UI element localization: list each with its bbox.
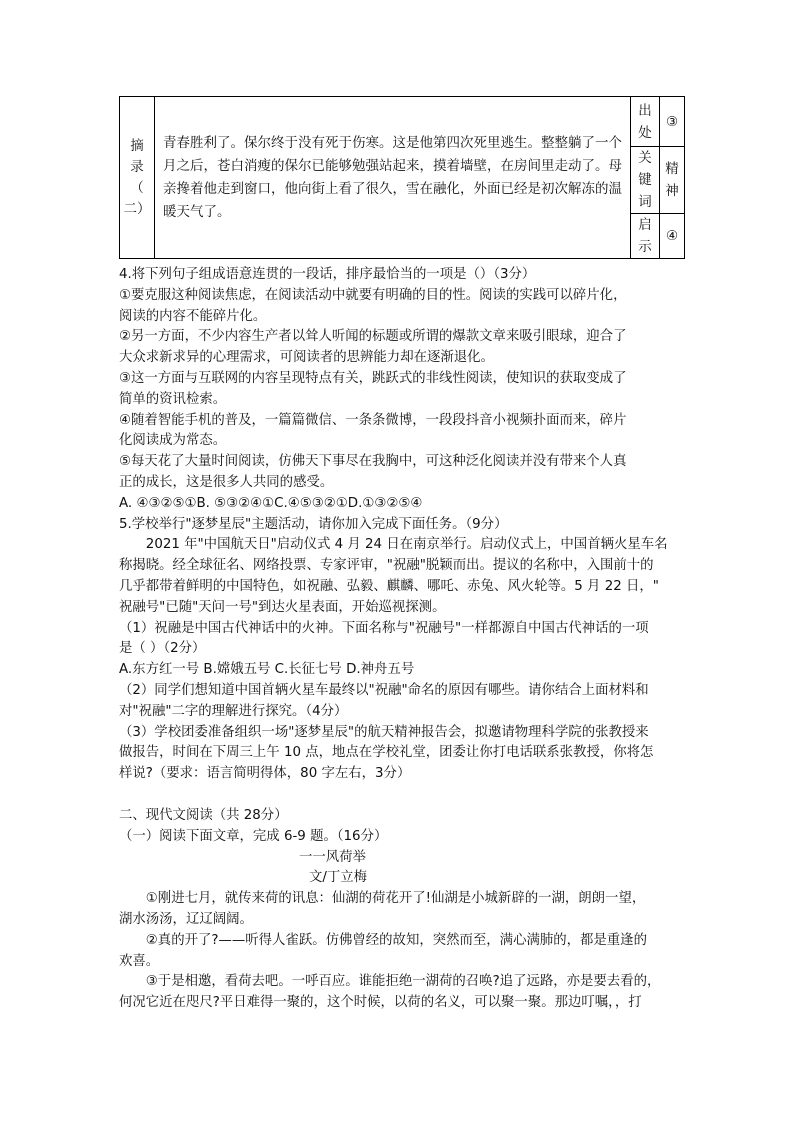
value-char: ④ [665, 228, 679, 244]
value-char: ③ [665, 113, 679, 130]
q5-passage-line: 祝融号"已随"天问一号"到达火星表面，开始巡视探测。 [119, 599, 446, 615]
meta-char: 关 [638, 150, 652, 166]
excerpt-text-cell [155, 97, 631, 259]
article-paragraph-line: 欢喜。 [119, 953, 160, 969]
q4-item-line: 正的成长，这是很多人共同的感受。 [119, 474, 334, 490]
q4-item-line: 简单的资讯检索。 [119, 391, 227, 407]
meta-char: 示 [638, 239, 652, 255]
article-paragraph-line: 何况它近在咫尺?平日难得一聚的，这个时候，以荷的名义，可以聚一聚。那边叮嘱，，打 [119, 995, 642, 1011]
excerpt-label-cell [120, 97, 155, 259]
meta-char: 出 [638, 102, 652, 119]
excerpt-table [119, 96, 685, 259]
meta-cell-source [631, 97, 660, 147]
meta-char: 键 [638, 172, 652, 188]
q5-passage-line: 几乎都带着鲜明的中国特色，如祝融、弘毅、麒麟、哪吒、赤兔、风火轮等。5 月 22 日，" [119, 578, 659, 594]
q4-item-line: ②另一方面，不少内容生产者以耸人听闻的标题或所谓的爆款文章来吸引眼球，迎合了 [119, 329, 627, 345]
q5-sub3-line: 样说?（要求：语言简明得体，80 字左右，3分） [119, 766, 411, 782]
q4-stem: 4.将下列句子组成语意连贯的一段话，排序最恰当的一项是（）（3分） [119, 267, 536, 282]
section-heading: 二、现代文阅读（共 28分） [119, 807, 288, 823]
q5-sub2-line: 对"祝融"二字的理解进行探究。（4分） [119, 703, 348, 719]
q5-sub1-options: A.东方红一号 B.嫦娥五号 C.长征七号 D.神舟五号 [119, 662, 415, 678]
q5-sub1-line: （1）祝融是中国古代神话中的火神。下面名称与"祝融号"一样都源自中国古代神话的一项 [119, 620, 649, 636]
value-cell-keyword [660, 147, 685, 214]
q5-passage-line: 2021 年"中国航天日"启动仪式 4 月 24 日在南京举行。启动仪式上，中国首辆火星车名 [145, 537, 668, 553]
article-paragraph-line: ②真的开了?——听得人雀跃。仿佛曾经的故知，突然而至，满心满肺的，都是重逢的 [145, 932, 647, 948]
excerpt-label-char: 录 [130, 158, 144, 175]
q5-passage-line: 称揭晓。经全球征名、网络投票、专家评审，"祝融"脱颖而出。提议的名称中，入围前十的 [119, 558, 654, 574]
article-author: 文/丁立梅 [309, 870, 368, 886]
excerpt-label-char: 摘 [130, 137, 144, 154]
q4-item-line: 阅读的内容不能碎片化。 [119, 308, 267, 324]
q4-item-line: 化阅读成为常态。 [119, 433, 227, 449]
excerpt-label-char: 二） [123, 200, 151, 217]
meta-char: 词 [638, 194, 652, 210]
q5-sub3-line: （3）学校团委准备组织一场"逐梦星辰"的航天精神报告会，拟邀请物理科学院的张教授来 [119, 724, 649, 740]
q4-item-line: ④随着智能手机的普及，一篇篇微信、一条条微博，一段段抖音小视频扑面而来，碎片 [119, 412, 627, 428]
meta-char: 处 [638, 124, 652, 141]
q4-item-line: ③这一方面与互联网的内容呈现特点有关，跳跃式的非线性阅读，使知识的获取变成了 [119, 370, 627, 386]
q5-sub2-line: （2）同学们想知道中国首辆火星车最终以"祝融"命名的原因有哪些。请你结合上面材料和 [119, 682, 649, 698]
q4-item-line: ①要克服这种阅读焦虑，在阅读活动中就要有明确的目的性。阅读的实践可以碎片化， [119, 287, 627, 303]
q4-options: A. ④③②⑤①B. ⑤③②④①C.④⑤③②①D.①③②⑤④ [119, 495, 423, 511]
q5-sub3-line: 做报告，时间在下周三上午 10 点，地点在学校礼堂，团委让你打电话联系张教授，你将怎 [119, 745, 654, 761]
meta-char: 启 [638, 217, 652, 233]
excerpt-text: 青春胜利了。保尔终于没有死于伤寒。这是他第四次死里逃生。整整躺了一个月之后，苍白消瘦的保尔已能够勉强站起来，摸着墙壁，在房间里走动了。母亲搀着他走到窗口，他向街上看了很久，雪在融化，外面已经是初次解冻的温暖天气了。 [163, 134, 622, 220]
section-subheading: （一）阅读下面文章，完成 6-9 题。（16分） [119, 828, 388, 844]
article-paragraph-line: 湖水汤汤，辽辽阔阔。 [119, 911, 253, 927]
document-body [119, 265, 685, 1014]
article-title: 一一风荷举 [299, 849, 366, 865]
q5-sub1-line: 是（ ）（2分） [119, 641, 206, 657]
excerpt-label-char: （ [130, 179, 144, 196]
value-char: 神 [665, 183, 679, 199]
meta-cell-keyword [631, 147, 660, 214]
meta-cell-insight [631, 214, 660, 259]
value-char: 精 [665, 161, 679, 177]
q4-item-line: 大众求新求异的心理需求，可阅读者的思辨能力却在逐渐退化。 [119, 350, 494, 366]
value-cell-insight [660, 214, 685, 259]
q4-item-line: ⑤每天花了大量时间阅读，仿佛天下事尽在我胸中，可这种泛化阅读并没有带来个人真 [119, 454, 627, 470]
value-cell-source [660, 97, 685, 147]
q5-stem: 5.学校举行"逐梦星辰"主题活动，请你加入完成下面任务。（9分） [119, 516, 508, 532]
article-paragraph-line: ①刚进七月，就传来荷的讯息：仙湖的荷花开了!仙湖是小城新辟的一湖，朗朗一望， [145, 891, 646, 907]
article-paragraph-line: ③于是相邀，看荷去吧。一呼百应。谁能拒绝一湖荷的召唤?追了远路，亦是要去看的， [145, 974, 661, 990]
